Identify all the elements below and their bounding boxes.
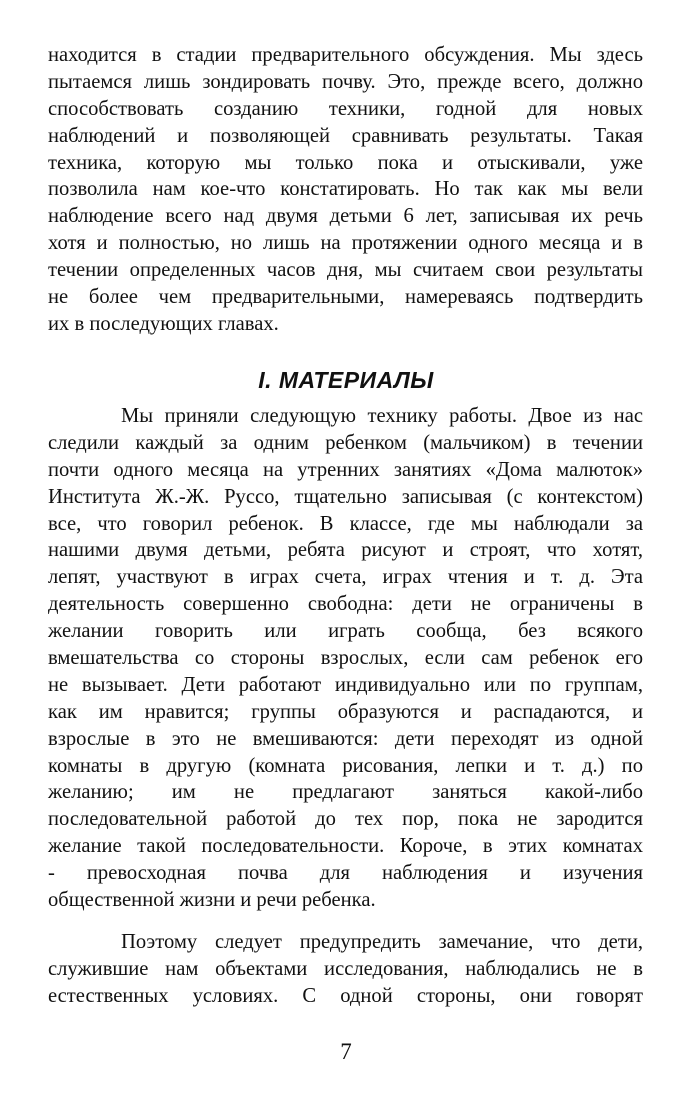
text-line: течении определенных часов дня, мы считаем свои результаты <box>48 259 643 282</box>
paragraph-materials <box>48 403 643 914</box>
text-line: наблюдение всего над двумя детьми 6 лет, записывая их речь <box>48 205 643 228</box>
text-line: не более чем предварительными, намереваясь подтвердить <box>48 286 643 309</box>
text-line: Института Ж.-Ж. Руссо, тщательно записывая (с контекстом) <box>48 485 643 508</box>
text-line: деятельность совершенно свободна: дети не ограничены в <box>48 593 643 616</box>
text-line: находится в стадии предварительного обсуждения. Мы здесь <box>48 44 643 66</box>
text-line: пытаемся лишь зондировать почву. Это, прежде всего, должно <box>48 70 643 93</box>
text-line: - превосходная почва для наблюдения и изучения <box>48 862 643 885</box>
text-line: не вызывает. Дети работают индивидуально или по группам, <box>48 673 643 696</box>
text-line: желание такой последовательности. Короче, в этих комнатах <box>48 835 643 858</box>
text-line: следили каждый за одним ребенком (мальчиком) в течении <box>48 431 643 454</box>
text-line: хотя и полностью, но лишь на протяжении одного месяца и в <box>48 232 643 255</box>
text-line: их в последующих главах. <box>48 312 279 335</box>
text-line: почти одного месяца на утренних занятиях «Дома малюток» <box>48 458 643 481</box>
paragraph-remark <box>48 929 643 1010</box>
text-line: взрослые в это не вмешиваются: дети переходят из одной <box>48 727 643 750</box>
text-line: вмешательства со стороны взрослых, если сам ребенок его <box>48 647 643 670</box>
text-line: наблюдений и позволяющей сравнивать результаты. Такая <box>48 124 643 147</box>
text-line: нашими двумя детьми, ребята рисуют и строят, что хотят, <box>48 539 643 562</box>
section-heading: I. МАТЕРИАЛЫ <box>258 367 434 393</box>
text-line: лепят, участвуют в играх счета, играх чтения и т. д. Эта <box>48 566 643 589</box>
text-line: общественной жизни и речи ребенка. <box>48 889 376 912</box>
text-line: желанию; им не предлагают заняться какой-либо <box>48 781 643 804</box>
text-line: позволила нам кое-что констатировать. Но так как мы вели <box>48 178 643 201</box>
text-line: Поэтому следует предупредить замечание, что дети, <box>121 931 643 953</box>
text-line: Мы приняли следующую технику работы. Двое из нас <box>121 405 643 427</box>
text-line: последовательной работой до тех пор, пока не зародится <box>48 808 643 831</box>
page-number: 7 <box>340 1039 352 1064</box>
text-line: как им нравится; группы образуются и распадаются, и <box>48 700 643 723</box>
text-line: техника, которую мы только пока и отыскивали, уже <box>48 151 643 174</box>
text-line: желании говорить или играть сообща, без всякого <box>48 620 643 643</box>
text-line: способствовать созданию техники, годной для новых <box>48 97 643 120</box>
text-line: естественных условиях. С одной стороны, они говорят <box>48 984 643 1007</box>
text-line: служившие нам объектами исследования, наблюдались не в <box>48 957 643 980</box>
text-line: комнаты в другую (комната рисования, лепки и т. д.) по <box>48 754 643 777</box>
text-line: все, что говорил ребенок. В классе, где мы наблюдали за <box>48 512 643 535</box>
paragraph-intro <box>48 42 643 338</box>
